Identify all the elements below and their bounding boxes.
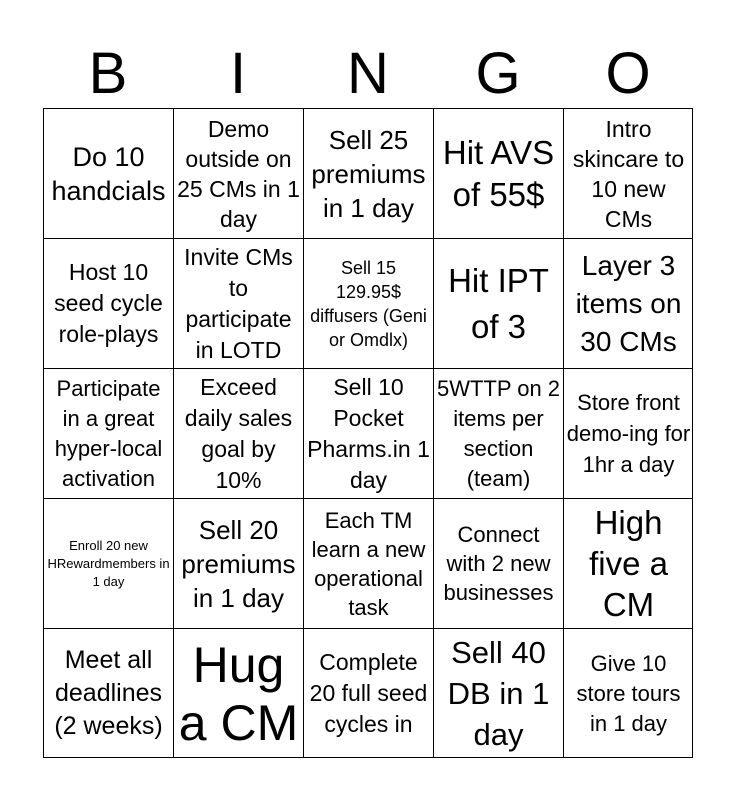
cell-text: Hit AVS of 55$ (442, 133, 555, 213)
bingo-cell[interactable] (564, 629, 693, 758)
bingo-cell[interactable] (434, 369, 564, 499)
bingo-cell[interactable] (44, 109, 174, 239)
bingo-cell[interactable] (304, 629, 434, 758)
cell-text: Intro skincare to 10 new CMs (572, 115, 685, 232)
bingo-header (43, 38, 693, 108)
bingo-cell[interactable] (44, 239, 174, 369)
bingo-cell[interactable] (304, 369, 434, 499)
cell-text: Sell 20 premiums in 1 day (181, 514, 296, 613)
bingo-grid (43, 108, 693, 758)
header-letter-g: G (475, 41, 521, 106)
cell-text: Exceed daily sales goal by 10% (184, 373, 293, 493)
bingo-cell[interactable] (304, 239, 434, 369)
header-letter-i: I (229, 41, 247, 106)
cell-text: Sell 25 premiums in 1 day (311, 124, 426, 223)
cell-text: Each TM learn a new operational task (311, 507, 426, 620)
bingo-cell[interactable] (564, 239, 693, 369)
cell-text: Host 10 seed cycle role-plays (54, 259, 163, 347)
cell-text: 5WTTP on 2 items per section (team) (436, 375, 561, 491)
bingo-cell[interactable] (174, 109, 304, 239)
bingo-cell[interactable] (44, 369, 174, 499)
cell-text: Enroll 20 new HRewardmembers in 1 day (47, 537, 170, 589)
bingo-cell[interactable] (304, 109, 434, 239)
cell-text: Hug a CM (178, 636, 299, 751)
cell-text: Meet all deadlines (2 weeks) (54, 646, 163, 740)
bingo-cell[interactable] (304, 499, 434, 629)
bingo-cell[interactable] (174, 629, 304, 758)
bingo-cell[interactable] (434, 109, 564, 239)
cell-text: Hit IPT of 3 (448, 261, 549, 345)
bingo-cell[interactable] (174, 239, 304, 369)
cell-text: Store front demo-ing for 1hr a day (566, 390, 691, 477)
bingo-cell[interactable] (564, 369, 693, 499)
cell-text: Do 10 handcials (51, 141, 166, 206)
header-letter-n: N (347, 41, 389, 106)
cell-text: Participate in a great hyper-local activation (54, 375, 163, 491)
bingo-cell[interactable] (564, 109, 693, 239)
cell-text: Complete 20 full seed cycles in (309, 649, 428, 737)
cell-text: Invite CMs to participate in LOTD (184, 243, 293, 363)
cell-text: High five a CM (589, 504, 668, 623)
header-letter-b: B (88, 41, 128, 106)
bingo-cell[interactable] (44, 629, 174, 758)
bingo-cell[interactable] (434, 629, 564, 758)
bingo-cell[interactable] (174, 369, 304, 499)
bingo-cell[interactable] (174, 499, 304, 629)
cell-text: Connect with 2 new businesses (443, 522, 554, 605)
cell-text: Demo outside on 25 CMs in 1 day (177, 115, 300, 232)
header-letter-o: O (605, 41, 651, 106)
cell-text: Give 10 store tours in 1 day (576, 650, 681, 736)
cell-text: Sell 40 DB in 1 day (447, 635, 550, 752)
bingo-cell[interactable] (434, 499, 564, 629)
cell-text: Sell 10 Pocket Pharms.in 1 day (307, 373, 430, 493)
cell-text: Layer 3 items on 30 CMs (575, 249, 682, 357)
cell-text: Sell 15 129.95$ diffusers (Geni or Omdlx) (310, 257, 427, 350)
bingo-cell[interactable] (564, 499, 693, 629)
bingo-cell[interactable] (44, 499, 174, 629)
bingo-cell[interactable] (434, 239, 564, 369)
